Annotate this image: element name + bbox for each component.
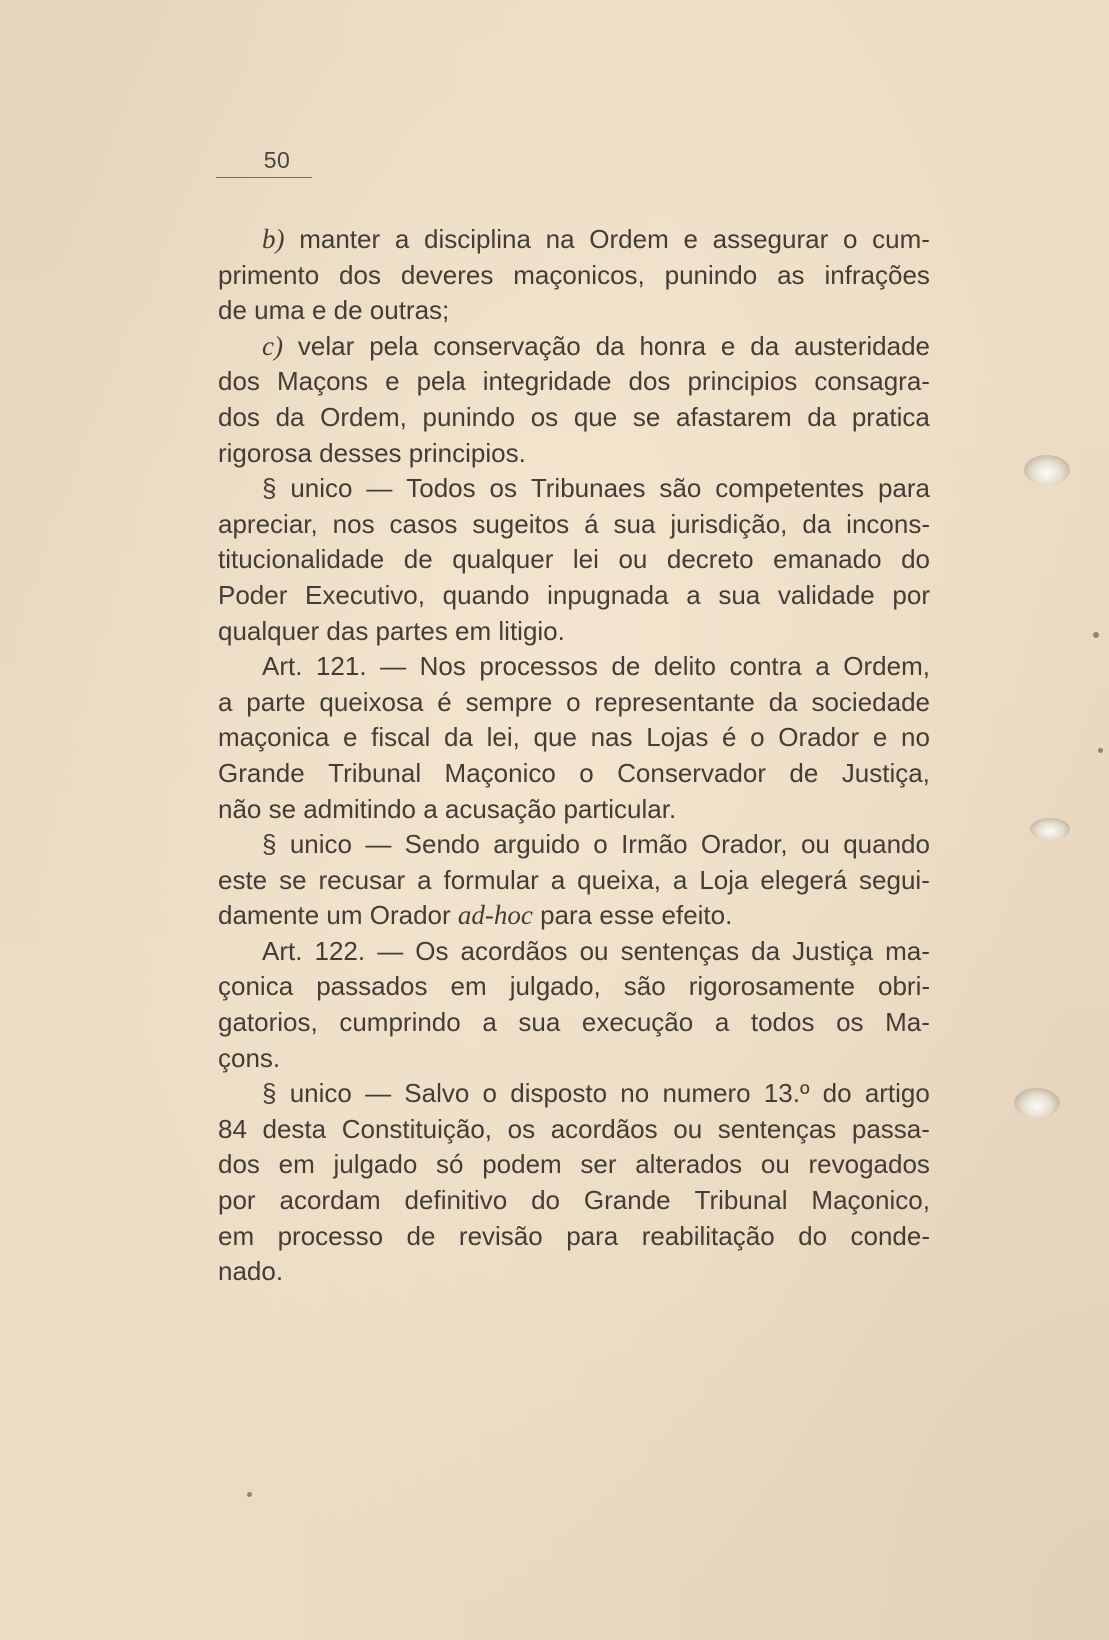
word: da [802,508,832,539]
word: Justiça [792,935,874,966]
word: a [815,651,830,682]
word: fiscal [371,722,431,753]
text-line [218,507,930,543]
binding-hole-middle [1030,818,1070,840]
word: ou [579,935,609,966]
word: 84 [218,1113,247,1144]
word: este [218,864,268,895]
word: infrações [824,259,930,290]
word: de [406,1220,436,1251]
word: de [403,544,433,575]
word: unico [289,829,352,860]
word: execução [581,1007,694,1038]
word: de [611,651,641,682]
binding-hole-bottom [1014,1088,1060,1118]
word: disposto [510,1078,608,1109]
word: artigo [864,1078,930,1109]
word: contra [729,651,802,682]
word: a [394,224,410,254]
word: quando [843,829,930,860]
word: reabilitação [641,1220,775,1251]
word: Ordem, [843,651,930,682]
word: todos [750,1007,815,1038]
word: dos [339,259,381,290]
word: da [275,401,305,432]
word: acordãos [550,1113,658,1144]
word: recusar [318,864,406,895]
text-line [218,293,930,329]
word: parte [246,686,306,717]
word: cumprindo [339,1007,461,1038]
word: os [489,473,517,504]
word: c) [262,330,283,361]
word: assegurar [712,224,829,254]
word: alterados [635,1149,743,1180]
word: numero [662,1078,751,1109]
word: — [365,1078,392,1109]
text-segment: de uma e de outras; [218,295,450,326]
word: queixa, [577,864,661,895]
word: çonica [218,971,294,1002]
word: — [380,651,407,682]
text-line [218,329,930,365]
word: 121. [315,651,367,682]
text-line [218,222,930,258]
word: dos [628,366,671,397]
word: emanado [773,544,882,575]
word: acordam [279,1185,381,1216]
word: Art. [262,651,303,682]
text-line [218,898,930,934]
page-header [216,146,312,178]
word: consagra- [814,366,930,397]
word: unico [290,473,353,504]
text-segment: rigorosa desses principios. [218,437,526,468]
word: o [842,224,858,254]
word: a [482,1007,497,1038]
word: passados [316,971,428,1002]
text-line [218,471,930,507]
word: em [218,1220,255,1251]
word: a [672,864,688,895]
word: em [278,1149,315,1180]
word: elegerá [760,864,848,895]
word: arguido [493,829,580,860]
word: Ma- [885,1007,930,1038]
word: é [722,722,737,753]
word: o [593,829,608,860]
word: gatorios, [218,1007,318,1038]
page-number-rule [216,177,312,178]
word: da [595,330,625,361]
text-line [218,1005,930,1041]
text-line [218,400,930,436]
word: Tribunal [694,1185,788,1216]
word: o [750,722,765,753]
word: Todos [406,473,476,504]
word: sua [613,508,656,539]
word: rigorosamente [688,971,855,1002]
word: validade [777,579,875,610]
word: Lojas [646,722,709,753]
word: pela [416,366,466,397]
word: da [768,686,798,717]
word: revogados [808,1149,930,1180]
word: sempre [465,686,553,717]
word: Nos [419,651,466,682]
word: incons- [846,508,930,539]
word: § [262,1078,277,1109]
text-segment: çons. [218,1042,281,1073]
word: á [584,508,599,539]
word: que [573,401,618,432]
text-line [218,685,930,721]
word: as [777,259,805,290]
word: unico [289,1078,352,1109]
word: podem [482,1149,562,1180]
text-line [218,1147,930,1183]
word: pela [369,330,419,361]
word: conde- [850,1220,930,1251]
word: primento [218,259,320,290]
word: o [566,686,581,717]
word: conservação [433,330,581,361]
word: a [550,864,566,895]
word: manter [299,224,381,254]
word: inpugnada [547,579,669,610]
word: no [620,1078,650,1109]
word: a [714,1007,730,1038]
word: julgado [333,1149,418,1180]
paper-speck [1098,748,1103,753]
word: Sendo [404,829,480,860]
word: deveres [400,259,494,290]
word: e [385,366,400,397]
word: no [901,722,930,753]
word: apreciar, [218,508,318,539]
word: para [566,1220,619,1251]
word: julgado, [509,971,601,1002]
body-text [218,222,930,1290]
word: 13.º [763,1078,810,1109]
word: dos [218,366,260,397]
word: § [262,829,277,860]
word: os [507,1113,536,1144]
word: — [365,829,392,860]
word: de [789,757,819,788]
paper-speck [1093,632,1099,638]
word: — [377,935,404,966]
word: a [686,579,701,610]
word: competentes [715,473,865,504]
word: delito [653,651,716,682]
word: sua [518,1007,561,1038]
text-line [218,364,930,400]
word: sentenças [717,1113,837,1144]
word: que [533,722,577,753]
word: da [751,935,781,966]
word: ou [618,544,648,575]
text-line [218,934,930,970]
word: e [683,224,698,254]
word: sua [718,579,761,610]
word: por [892,579,930,610]
text-line [218,1254,930,1290]
word: maçonica [218,722,330,753]
text-line [218,649,930,685]
word: em [450,971,487,1002]
word: do [901,544,930,575]
text-line [218,969,930,1005]
word: segui- [859,864,930,895]
word: da [807,401,837,432]
word: e [720,330,736,361]
text-line [218,1041,930,1077]
word: Loja [699,864,749,895]
word: lei, [486,722,520,753]
word: b) [262,224,285,254]
word: Os [415,935,449,966]
word: Conservador [617,757,766,788]
word: Art. [262,935,303,966]
word: Ordem, [320,401,407,432]
word: austeridade [794,330,930,361]
word: principios [687,366,798,397]
word: é [437,686,452,717]
word: ou [760,1149,790,1180]
text-segment: damente um Orador [218,900,458,931]
word: Grande [583,1185,671,1216]
word: e [342,722,358,753]
word: desta [262,1113,327,1144]
text-line [218,1219,930,1255]
word: Orador [778,722,860,753]
word: Grande [218,757,305,788]
text-line [218,258,930,294]
word: nas [590,722,633,753]
text-segment: não se admitindo a acusação particular. [218,793,677,824]
word: pratica [851,401,930,432]
word: Constituição, [341,1113,493,1144]
word: Maçonico, [811,1185,930,1216]
text-line [218,542,930,578]
word: lei [572,544,599,575]
word: processos [479,651,598,682]
word: Ordem [589,224,669,254]
text-line [218,436,930,472]
text-line [218,578,930,614]
word: obri- [877,971,930,1002]
word: titucionalidade [218,544,385,575]
text-line [218,614,930,650]
word: cum- [872,224,930,254]
word: representante [594,686,755,717]
word: queixosa [319,686,424,717]
word: casos [389,508,458,539]
paper-speck [247,1492,252,1497]
word: Maçonico [444,757,556,788]
word: a [218,686,233,717]
word: processo [277,1220,384,1251]
word: 122. [314,935,366,966]
text-line [218,863,930,899]
text-line [218,1076,930,1112]
word: Maçons [276,366,369,397]
word: do [822,1078,852,1109]
word: Orador, [700,829,788,860]
text-line [218,1183,930,1219]
word: quando [442,579,530,610]
text-line [218,756,930,792]
word: os [836,1007,864,1038]
text-segment: para esse efeito. [532,900,733,931]
text-line [218,720,930,756]
word: passa- [851,1113,930,1144]
word: Tribunal [328,757,422,788]
word: os [530,401,559,432]
word: qualquer [452,544,554,575]
word: acordãos [460,935,568,966]
word: Poder [218,579,288,610]
word: da [750,330,780,361]
word: o [482,1078,498,1109]
word: velar [297,330,355,361]
word: sugeitos [472,508,570,539]
word: sociedade [811,686,930,717]
word: são [623,971,666,1002]
word: se [279,864,307,895]
word: só [436,1149,464,1180]
word: dos [218,401,260,432]
word: formular [443,864,539,895]
word: disciplina [424,224,531,254]
word: se [632,401,661,432]
word: ma- [885,935,930,966]
word: — [366,473,393,504]
word: afastarem [676,401,792,432]
word: do [798,1220,828,1251]
word: o [579,757,594,788]
word: dos [218,1149,260,1180]
word: são [659,473,702,504]
word: na [545,224,575,254]
word: ou [800,829,830,860]
word: para [877,473,930,504]
text-segment: nado. [218,1256,284,1287]
word: decreto [666,544,754,575]
word: § [262,473,277,504]
text-line [218,1112,930,1148]
word: ou [673,1113,703,1144]
word: jurisdição, [670,508,788,539]
word: maçonicos, [513,259,645,290]
word: Tribunaes [530,473,646,504]
text-segment: qualquer das partes em litigio. [218,615,565,646]
word: por [218,1185,256,1216]
word: definitivo [404,1185,508,1216]
binding-hole-top [1024,455,1070,485]
word: sentenças [620,935,740,966]
word: integridade [482,366,612,397]
text-line [218,827,930,863]
italic-text: ad-hoc [457,900,533,931]
word: Executivo, [305,579,425,610]
word: Justiça, [841,757,930,788]
word: punindo [664,259,758,290]
word: nos [332,508,375,539]
text-line [218,792,930,828]
word: Salvo [404,1078,470,1109]
word: Irmão [621,829,688,860]
word: e [872,722,888,753]
page-number: 50 [263,147,291,173]
word: da [444,722,473,753]
word: punindo [422,401,516,432]
word: honra [639,330,706,361]
word: ser [580,1149,617,1180]
word: do [531,1185,560,1216]
word: a [417,864,432,895]
word: revisão [458,1220,543,1251]
